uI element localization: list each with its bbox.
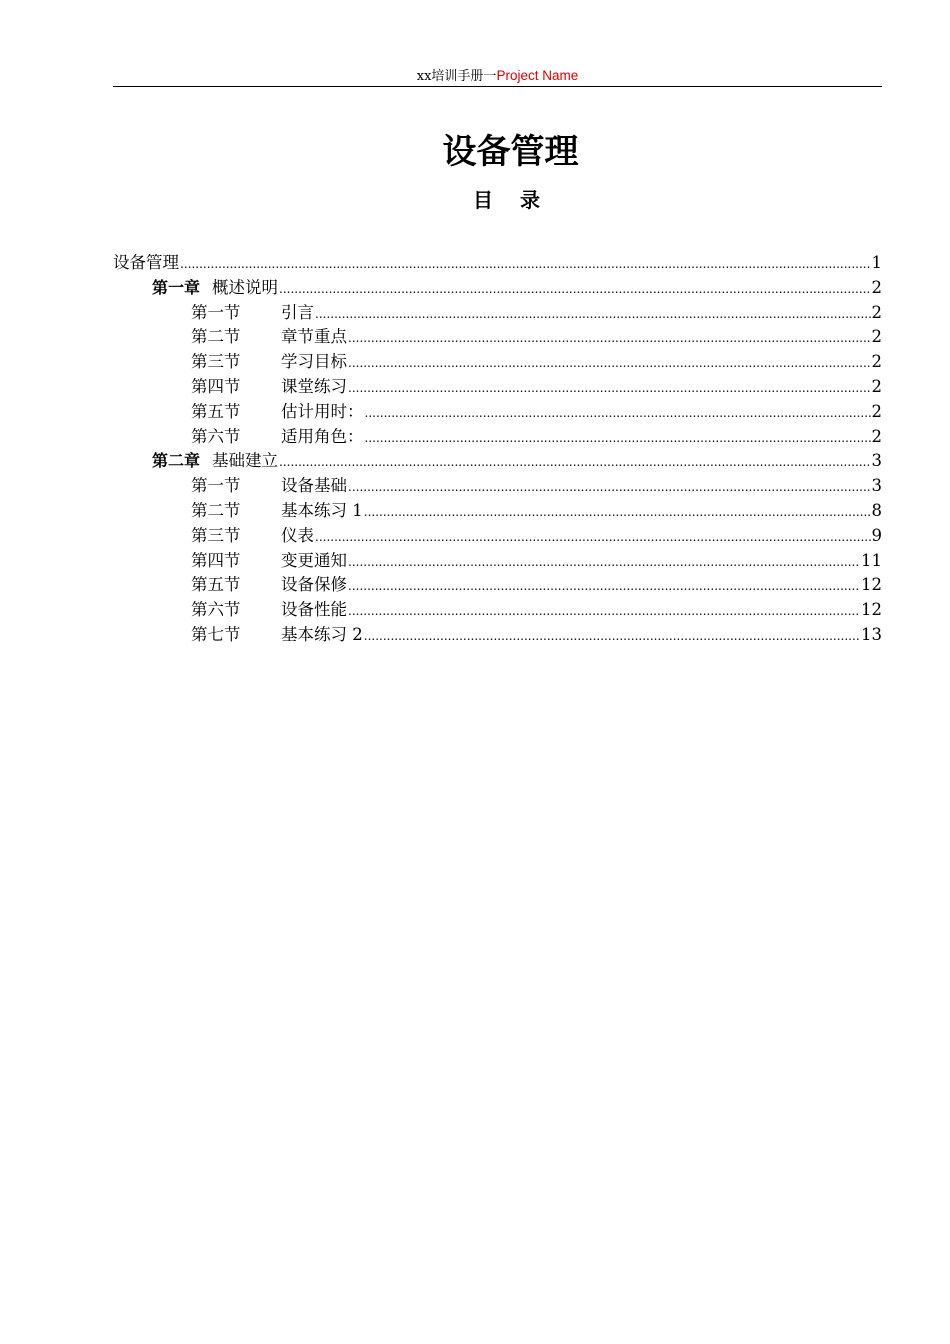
toc-entry-label: 适用角色： <box>281 426 364 446</box>
toc-page-number: 2 <box>871 277 882 297</box>
toc-entry-label: 引言 <box>281 302 314 322</box>
toc-page-number: 12 <box>861 600 882 620</box>
toc-page-number: 1 <box>871 253 882 272</box>
toc-page-number: 2 <box>871 426 882 446</box>
toc-entry-label: 设备保修 <box>281 575 347 595</box>
toc-entry-label: 基础建立 <box>212 451 279 471</box>
toc-entry-label: 估计用时： <box>281 401 364 421</box>
toc-section-number: 第五节 <box>191 575 241 595</box>
toc-section-number: 第一节 <box>191 302 241 322</box>
toc-entry-label: 变更通知 <box>281 550 347 570</box>
toc-entry-label: 章节重点 <box>281 327 347 347</box>
header-prefix: xx培训手册一 <box>416 69 497 84</box>
toc-section-number: 第六节 <box>191 600 241 620</box>
toc-page-number: 12 <box>861 575 882 595</box>
toc-page-number: 2 <box>871 401 882 421</box>
toc-entry-label: 设备管理 <box>113 253 179 272</box>
toc-dot-leader <box>365 401 871 426</box>
toc-page-number: 2 <box>871 376 882 396</box>
toc-section-number: 第四节 <box>191 376 241 396</box>
toc-entry-label: 设备性能 <box>281 600 347 620</box>
toc-entry[interactable] <box>113 425 882 450</box>
toc-dot-leader <box>348 550 860 575</box>
toc-page-number: 2 <box>871 327 882 347</box>
toc-page-number: 2 <box>871 352 882 372</box>
toc-entry[interactable] <box>113 573 882 598</box>
toc-entry-label: 学习目标 <box>281 352 347 372</box>
toc-dot-leader <box>348 326 871 351</box>
toc-dot-leader <box>348 475 871 500</box>
toc-section-number: 第三节 <box>191 352 241 372</box>
toc-dot-leader <box>364 500 871 525</box>
toc-entry-label: 设备基础 <box>281 476 347 496</box>
toc-entry-label: 基本练习 1 <box>281 500 363 520</box>
toc-page-number: 3 <box>871 451 882 471</box>
toc-page-number: 3 <box>871 476 882 496</box>
toc-entry[interactable] <box>113 301 882 326</box>
toc-dot-leader <box>315 302 871 327</box>
toc-dot-leader <box>365 426 871 451</box>
toc-section-number: 第七节 <box>191 624 241 644</box>
toc-entry[interactable] <box>113 499 882 524</box>
header-rule <box>113 86 882 87</box>
toc-dot-leader <box>279 450 870 475</box>
toc-entry[interactable] <box>113 598 882 623</box>
toc-chapter-number: 第二章 <box>152 451 201 471</box>
toc-dot-leader <box>364 624 860 649</box>
toc-entry-label: 仪表 <box>281 525 314 545</box>
document-title: 设备管理 <box>442 132 579 172</box>
toc-dot-leader <box>348 376 871 401</box>
toc-dot-leader <box>180 252 871 277</box>
table-of-contents <box>113 251 882 648</box>
toc-section-number: 第五节 <box>191 401 241 421</box>
toc-entry[interactable] <box>113 623 882 648</box>
toc-entry-label: 概述说明 <box>212 277 279 297</box>
toc-section-number: 第四节 <box>191 550 241 570</box>
toc-section-number: 第二节 <box>191 500 241 520</box>
toc-dot-leader <box>348 599 860 624</box>
toc-entry[interactable] <box>113 400 882 425</box>
toc-page-number: 9 <box>871 525 882 545</box>
toc-section-number: 第二节 <box>191 327 241 347</box>
toc-entry[interactable] <box>113 474 882 499</box>
toc-entry[interactable] <box>113 449 882 474</box>
toc-page-number: 2 <box>871 302 882 322</box>
toc-entry[interactable] <box>113 549 882 574</box>
toc-heading: 目 录 <box>473 188 550 212</box>
toc-dot-leader <box>348 351 871 376</box>
toc-section-number: 第一节 <box>191 476 241 496</box>
toc-dot-leader <box>348 574 860 599</box>
toc-section-number: 第六节 <box>191 426 241 446</box>
toc-section-number: 第三节 <box>191 525 241 545</box>
toc-page-number: 8 <box>871 500 882 520</box>
toc-entry[interactable] <box>113 276 882 301</box>
toc-page-number: 11 <box>861 550 882 570</box>
toc-entry[interactable] <box>113 251 882 276</box>
page-header <box>113 66 882 86</box>
toc-entry[interactable] <box>113 325 882 350</box>
toc-entry[interactable] <box>113 524 882 549</box>
header-project-name: Project Name <box>496 68 579 83</box>
toc-page-number: 13 <box>861 624 882 644</box>
toc-dot-leader <box>315 525 871 550</box>
toc-chapter-number: 第一章 <box>152 277 201 297</box>
toc-entry[interactable] <box>113 375 882 400</box>
toc-entry-label: 基本练习 2 <box>281 624 363 644</box>
toc-dot-leader <box>279 277 870 302</box>
toc-entry-label: 课堂练习 <box>281 376 347 396</box>
toc-entry[interactable] <box>113 350 882 375</box>
